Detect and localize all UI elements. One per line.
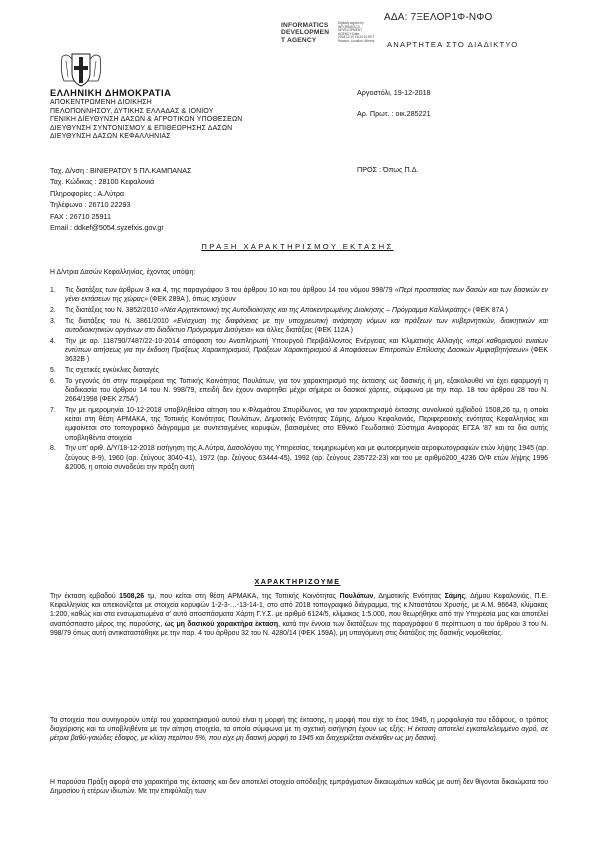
digital-signature-text: Digitally signed by INFORMATICS DEVELOPMENT AGENCY Date: 2018.12.19 15:34:10 EET Reason: Location: Athens [338, 21, 375, 43]
contact-person: Πληροφορίες : Α.Λύτρα [50, 188, 125, 198]
contact-email[interactable]: Email : ddkef@5054.syzefxis.gov.gr [50, 223, 164, 233]
date-protocol [357, 88, 431, 130]
consideration-number: 8. [50, 445, 56, 453]
contact-postcode: Ταχ. Κώδικας : 28100 Κεφαλονιά [50, 177, 155, 187]
document-date: Αργοστόλι, 19-12-2018 [357, 88, 431, 97]
consideration-text: Τις διατάξεις των άρθρων 3 και 4, της παραγράφου 3 του άρθρου 10 και του άρθρου 14 του νόμου 998/79 «Περί προστασίας των δασών και των δασικών εν γένει εκτάσεων της χώρας» (ΦΕΚ 289Α ), όπως ισχύουν [65, 287, 548, 304]
consideration-text: Τις διατάξεις του Ν. 3861/2010 «Ενίσχυση της διαφάνειας με την υποχρεωτική ανάρτηση νόμων και πράξεων των κυβερνητικών, διοικητικών και αυτοδιοικητικών οργάνων στο διαδίκτυο Πρόγραμμα Διαύγεια» και άλλες διατάξεις (ΦΕΚ 112Α ) [65, 317, 548, 334]
consideration-text: Την υπ' αριθ. Δ/Υ/18-12-2018 εισήγηση της Α.Λύτρα, Δασολόγου της Υπηρεσίας, τεκμηριωμένη και με φωτοερμηνεία αεροφωτογραφιών ετών λήψης 1945 (αρ. ζεύγους 8-9), 1960 (αρ. ζεύγους 3040-41), 1972 (αρ. ζεύγους 63444-45), 1992 (αρ. ζεύγους 235722-23) και του με αριθμό200_4236 Ο/Φ ετών λήψης 1996 &2006, η οποία συνοδεύει την πράξη αυτή [65, 445, 548, 471]
justification-paragraph: Τα στοιχεία που συνηγορούν υπέρ του χαρακτηρισμού αυτού είναι η μορφή της έκτασης, η μορφή που είχε το έτος 1945, η μορφολογία του εδάφους, ο τρόπος διαχείρισης και τα υποβληθέντα με την αίτηση στοιχεία, τα οποία σύμφωνα με τη σχετική εισήγηση έχουν ως εξής: Η έκταση αποτελεί εγκαταλελειμμένο αγρό, σε μέτρια βαθύ-γαιώδες έδαφος, με κλίση περίπου 5%, που είχε μη δασική μορφή το 1945 και διαχειρίζεται ανέκαθεν ως μη δασική. [50, 717, 548, 743]
consideration-number: 3. [50, 317, 56, 325]
org-line-5: ΔΙΕΥΘΥΝΣΗ ΔΑΣΩΝ ΚΕΦΑΛΛΗΝΙΑΣ [50, 133, 171, 141]
org-line-3: ΓΕΝΙΚΗ ΔΙΕΥΘΥΝΣΗ ΔΑΣΩΝ & ΑΓΡΟΤΙΚΩΝ ΥΠΟΘΕΣΕΩΝ [50, 116, 243, 124]
org-line-2: ΠΕΛΟΠΟΝΝΗΣΟΥ, ΔΥΤΙΚΗΣ ΕΛΛΑΔΑΣ & ΙΟΝΙΟΥ [50, 107, 214, 115]
intro-text: Η Δ/ντρια Δασών Κεφαλληνίας, έχοντας υπόψη: [50, 269, 196, 276]
consideration-text: Τις διατάξεις του Ν. 3852/2010 «Νέα Αρχιτεκτονική της Αυτοδιοίκησης και της Αποκεντρωμένης Διοίκησης – Πρόγραμμα Καλλικράτης» (ΦΕΚ 87Α ) [65, 307, 508, 314]
logo-line-3: T AGENCY [281, 36, 317, 44]
org-line-1: ΑΠΟΚΕΝΤΡΩΜΕΝΗ ΔΙΟΙΚΗΣΗ [50, 99, 152, 106]
ada-code: ΑΔΑ: 7ΞΕΛΟΡ1Φ-ΝΦΟ [384, 12, 493, 23]
contact-address: Ταχ. Δ/νση : ΒΙΝΙΕΡΑΤΟΥ 5 ΠΛ.ΚΑΜΠΑΝΑΣ [50, 166, 192, 175]
organization-lines [50, 99, 242, 142]
consideration-item [50, 306, 548, 315]
decision-heading: ΧΑΡΑΚΤΗΡΙΖΟΥΜΕ [254, 577, 341, 586]
recipient: ΠΡΟΣ : Όπως Π.Δ. [357, 165, 419, 174]
org-line-4: ΔΙΕΥΘΥΝΣΗ ΣΥΝΤΟΝΙΣΜΟΥ & ΕΠΙΘΕΩΡΗΣΗΣ ΔΑΣΩΝ [50, 124, 233, 132]
contact-phone: Τηλέφωνο : 26710 22293 [50, 200, 131, 210]
reservation-paragraph: Η παρούσα Πράξη αφορά στο χαρακτήρα της έκτασης και δεν αποτελεί στοιχείο απόδειξης εμπράγματων δικαιωμάτων καθώς με αυτή δεν θίγονται δικαιώματα του Δημοσίου ή ετέρων ιδιωτών. Με την επιφύλαξη των [50, 779, 548, 796]
consideration-item [50, 337, 548, 365]
consideration-number: 1. [50, 287, 56, 294]
internet-posting-label: ΑΝΑΡΤΗΤΕΑ ΣΤΟ ΔΙΑΔΙΚΤΥΟ [387, 40, 519, 49]
consideration-number: 6. [50, 377, 56, 385]
contact-fax: FAX : 26710 25911 [50, 211, 112, 221]
consideration-text: Την με ημερομηνία 10-12-2018 υποβληθείσα αίτηση του κ.Φλαμιάτου Σπυρίδωνος, για τον χαρακτηρισμό έκτασης συνολικού εμβαδού 1508,26 τμ, η οποία κείται στη θέση ΑΡΜΑΚΑ, της Τοπικής Κοινότητας Πουλάτων, Δημοτικής Ενότητας Σάμης, Δήμου Κεφαλονιάς, Περιφερειακής ενότητας Κεφαλληνίας και εμφαίνεται στο τοπογραφικό διάγραμμα με συντεταγμένες κορυφών, βασισμένες στο Εθνικό Γεωδαιτικό Σύστημα Αναφοράς ΕΓΣΑ '87 και τα δια αυτής υποβληθέντα στοιχεία [65, 407, 548, 442]
consideration-text: Τις σχετικές εγκύκλιες διαταγές [65, 367, 159, 374]
contact-info [50, 165, 191, 233]
consideration-item [50, 366, 548, 375]
consideration-item [50, 377, 548, 405]
consideration-item [50, 286, 548, 304]
state-title: ΕΛΛΗΝΙΚΗ ΔΗΜΟΚΡΑΤΙΑ [50, 88, 172, 98]
consideration-item [50, 317, 548, 335]
consideration-number: 4. [50, 337, 56, 345]
consideration-number: 5. [50, 367, 56, 374]
greek-emblem-icon [58, 51, 104, 88]
consideration-text: Το γεγονός ότι στην περιφέρεια της Τοπικής Κοινότητας Πουλάτων, για τον χαρακτηρισμό της έκτασης ως δασικής ή μη, εξακολουθεί να έχει εφαρμογή η διαδικασία του άρθρου 14 του Ν. 998/79, επειδή δεν έχουν αναρτηθεί μέχρι σήμερα οι δασικοί χάρτες, σύμφωνα με την παρ. 18 του άρθρου 28 του Ν. 2664/1998 (ΦΕΚ 275Α') [65, 377, 548, 404]
document-title: ΠΡΑΞΗ ΧΑΡΑΚΤΗΡΙΣΜΟΥ ΕΚΤΑΣΗΣ [201, 242, 394, 251]
logo-line-2: DEVELOPMEN [281, 29, 330, 37]
informatics-agency-logo [281, 21, 375, 44]
consideration-number: 2. [50, 307, 56, 314]
decision-paragraph: Την έκταση εμβαδού 1508,26 τμ, που κείται στη θέση ΑΡΜΑΚΑ, της Τοπικής Κοινότητας Πουλάτων, Δημοτικής Ενότητας Σάμης, Δήμου Κεφαλονιάς, Π.Ε. Κεφαλληνίας και απεικονίζεται με στοιχεία κορυφών 1-2-3-…-13-14-1, στο από 2018 τοπογραφικό διάγραμμα, της κ.Νταστάτου Χρυσής, με Α.Μ. 96643, κλίμακας 1:200, καθώς και στα ενσωματωμένα σ' αυτό αποσπάσματα Χάρτη Γ.Υ.Σ. με αριθμό 6124/5, κλίμακας 1:5.000, που θεωρήθηκε από την Υπηρεσία μας και αποτελεί αναπόσπαστο μέρος της παρούσης, ως μη δασικού χαρακτήρα έκταση, κατά την έννοια των διατάξεων της παραγράφου 6 περίπτωση α του άρθρου 3 του Ν. 998/79 όπως αυτή αντικαταστάθηκε με την παρ. 4 του άρθρου 32 του Ν. 4280/14 (ΦΕΚ 159Α), μη υπαγόμενη στις διατάξεις της δασικής νομοθεσίας. [50, 593, 549, 637]
logo-line-1: INFORMATICS [281, 22, 329, 29]
consideration-item [50, 406, 548, 443]
considerations-list [50, 286, 548, 474]
consideration-text: Την με αρ. 118790/7487/22-10-2014 απόφαση του Αναπληρωτή Υπουργού Περιβάλλοντος Ενέργειας και Κλιματικής Αλλαγής «περί καθορισμού ενιαίων εντύπων αιτήσεως για την έκδοση Πράξεως Χαρακτηρισμού, Πράξεων Χαρακτηρισμού & Αποφάσεων Επιτροπών Επίλυσης Δασικών Αμφισβητήσεων» (ΦΕΚ 3632Β ) [65, 337, 548, 364]
consideration-number: 7. [50, 407, 56, 414]
protocol-number: Αρ. Πρωτ. : οικ.285221 [357, 109, 431, 118]
consideration-item [50, 444, 548, 472]
